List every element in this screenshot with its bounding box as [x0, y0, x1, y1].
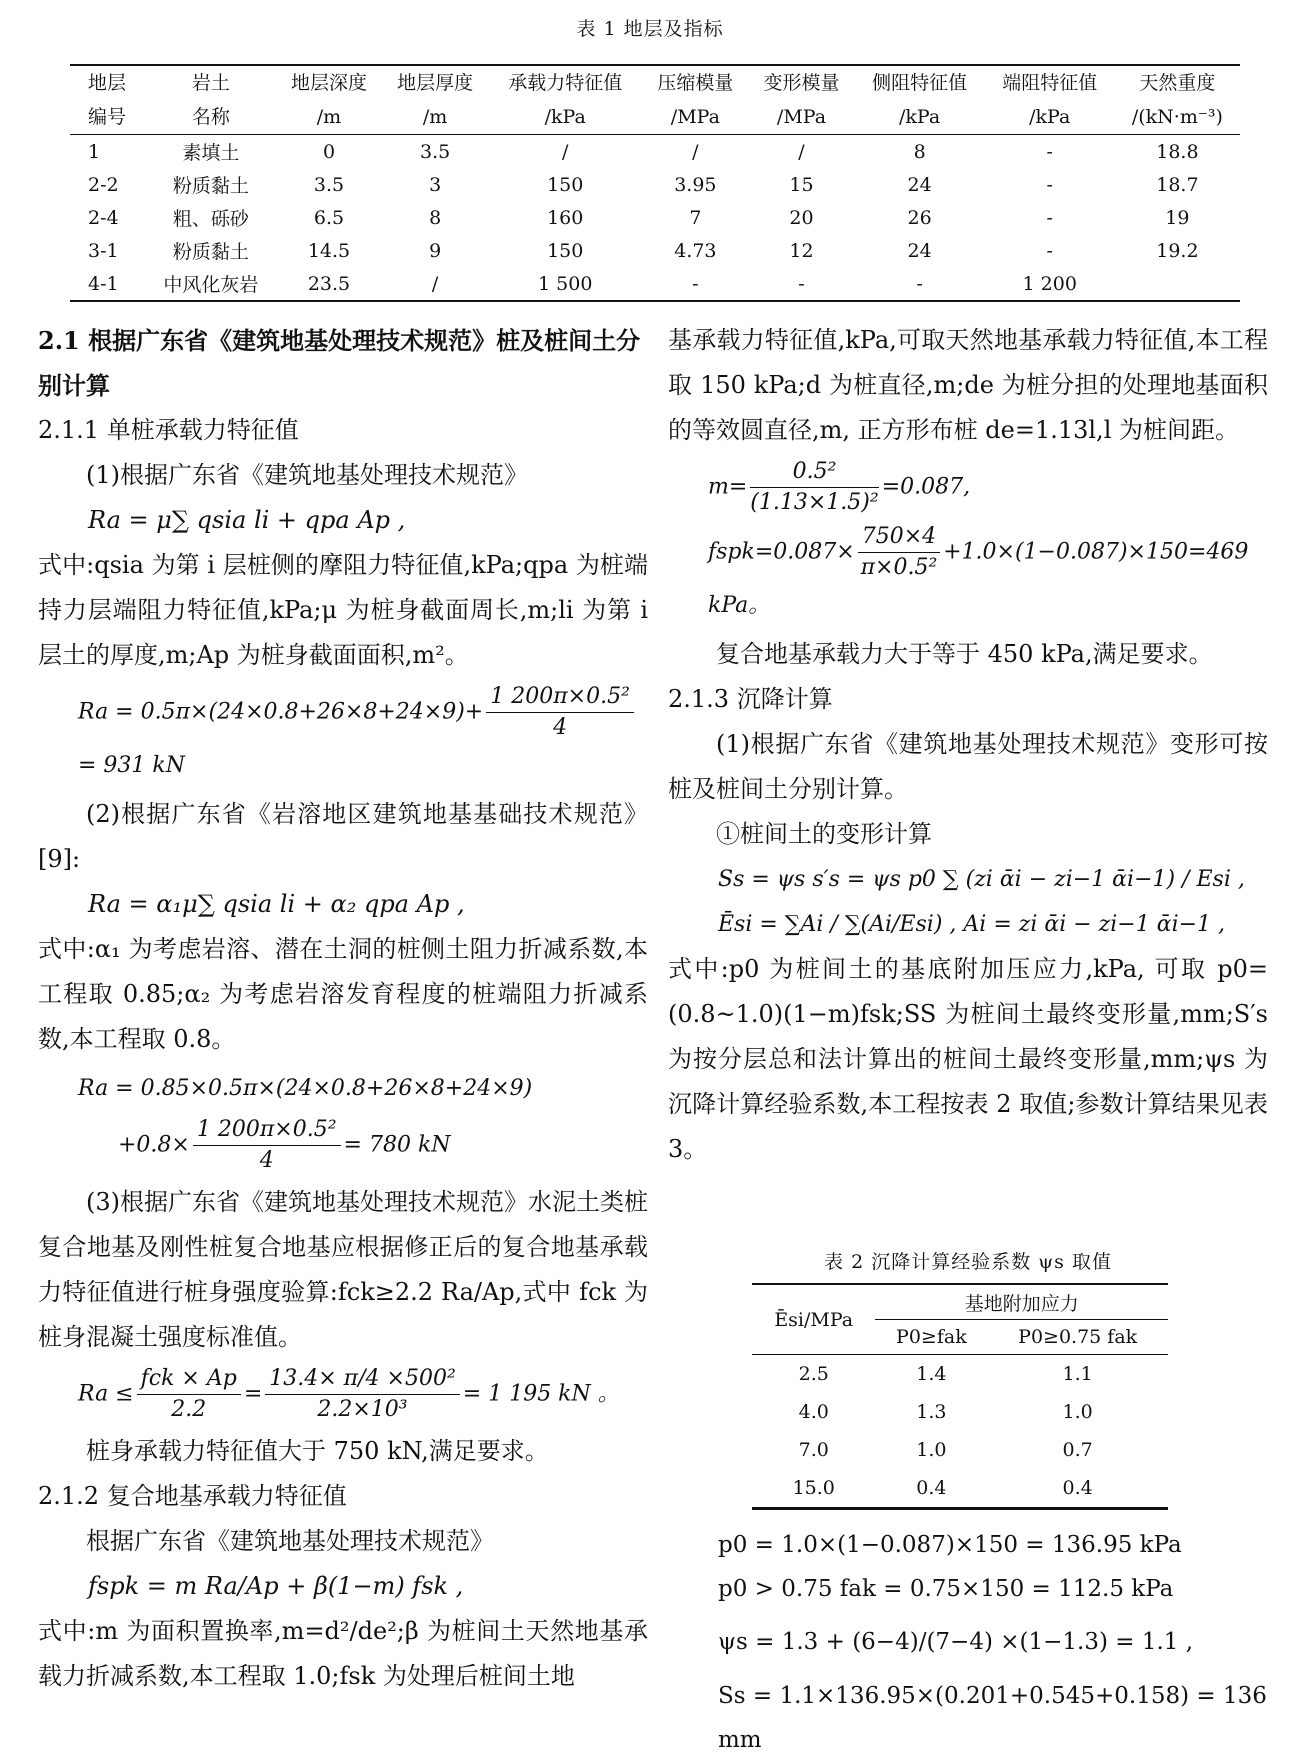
table-cell: 6.5 [313, 206, 345, 229]
column-header: /kPa [985, 100, 1115, 135]
column-header: 名称 [146, 100, 276, 135]
equation: fspk = m Ra/Ap + β(1−m) fsk , [88, 1572, 464, 1600]
table-cell: - [1046, 140, 1053, 163]
table-cell: / [562, 140, 569, 163]
fraction-denominator: 2.2 [171, 1397, 207, 1422]
table-cell: 0.4 [875, 1469, 987, 1509]
table-cell: 26 [907, 206, 932, 229]
table-cell: 8 [429, 206, 442, 229]
table-cell: 粉质黏土 [172, 175, 249, 197]
equation: Ra = α₁μ∑ qsia li + α₂ qpa Ap , [88, 890, 465, 918]
table-body [752, 1355, 1168, 1509]
column-header: /(kN·m⁻³) [1115, 100, 1240, 135]
column-header: 端阻特征值 [985, 65, 1115, 100]
table-cell: 1 500 [488, 267, 642, 301]
fraction-denominator: (1.13×1.5)² [750, 490, 879, 515]
paragraph: 根据广东省《建筑地基处理技术规范》 [86, 1527, 494, 1555]
equation: Ra ≤ $\frac{\text{fck × Ap}}{2.2}$ = $\frac{\text{13.4× π/4 ×500²}}{\text{2.2×10³}}$ = 1 195 kN 。 [38, 1364, 648, 1425]
fraction-numerator: 0.5² [750, 457, 878, 488]
table-cell: 3.5 [420, 140, 451, 163]
fraction [750, 457, 878, 518]
column-header: Ēsi/MPa [752, 1284, 875, 1355]
fraction-denominator: 4 [259, 1148, 274, 1173]
right-column [668, 318, 1268, 1172]
table-cell: 1.0 [1062, 1401, 1093, 1423]
equation [668, 457, 1268, 518]
paragraph: 式中:α₁ 为考虑岩溶、潜在土洞的桩侧土阻力折减系数,本工程取 0.85;α₂ 为考虑岩溶发育程度的桩端阻力折减系数,本工程取 0.8。 [38, 935, 648, 1053]
table2-caption: 表 2 沉降计算经验系数 ψs 取值 [824, 1251, 1112, 1273]
equation-part: fspk=0.087× [708, 539, 855, 565]
table-cell: 2.5 [798, 1363, 829, 1385]
column-header: 变形模量 [748, 65, 854, 100]
column-header: P0≥fak [875, 1320, 987, 1355]
table-cell: 15 [789, 173, 814, 196]
table-cell: 160 [547, 206, 584, 229]
equation-part: = 1 195 kN 。 [462, 1381, 620, 1407]
table-row [752, 1393, 1168, 1431]
fraction-denominator: 2.2×10³ [317, 1397, 408, 1422]
column-header: 地层厚度 [382, 65, 488, 100]
table-cell: 3.5 [313, 173, 345, 196]
table-cell: 1.4 [916, 1363, 947, 1385]
equation-part: = 931 kN [78, 753, 185, 778]
table-cell: 0.7 [1062, 1439, 1093, 1461]
fraction-numerator: fck × Ap [137, 1364, 241, 1395]
column-header: 基地附加应力 [875, 1284, 1168, 1320]
table-row [70, 201, 1240, 234]
table-cell: 7.0 [798, 1439, 829, 1461]
table-cell: 2-2 [88, 173, 119, 196]
table-header-row [752, 1284, 1168, 1320]
table-cell: 4.0 [798, 1401, 829, 1423]
paragraph: 桩身承载力特征值大于 750 kN,满足要求。 [86, 1437, 549, 1465]
column-header: 承载力特征值 [488, 65, 642, 100]
table-cell: 1.3 [916, 1401, 947, 1423]
table-cell: 24 [907, 173, 932, 196]
equation-part: +1.0×(1−0.087)×150=469 kPa。 [708, 539, 1249, 618]
equation-part: Ra ≤ [78, 1381, 134, 1407]
table-cell: - [642, 267, 748, 301]
table-cell: 4.73 [674, 239, 717, 262]
psi-table [752, 1283, 1168, 1510]
table-cell: 19.2 [1156, 239, 1199, 262]
fraction-denominator: 4 [553, 715, 568, 740]
table-cell: 1.1 [1062, 1363, 1093, 1385]
column-header: 编号 [70, 100, 146, 135]
table-header-row [70, 65, 1240, 100]
table-cell: 15.0 [752, 1469, 875, 1509]
column-header: /kPa [855, 100, 985, 135]
table-row [752, 1355, 1168, 1394]
table-row [70, 267, 1240, 301]
column-header: 岩土 [146, 65, 276, 100]
equation-part: +0.8× [118, 1132, 190, 1158]
table-cell: 粗、砾砂 [172, 208, 249, 230]
equation-part: m= [708, 474, 748, 500]
column-header: 地层 [70, 65, 146, 100]
table-cell: 150 [547, 239, 584, 262]
table-cell: - [748, 267, 854, 301]
paragraph: (1)根据广东省《建筑地基处理技术规范》 [86, 461, 528, 489]
table-cell: 14.5 [307, 239, 351, 262]
column-header: 压缩模量 [642, 65, 748, 100]
table-cell: - [1046, 206, 1053, 229]
table-cell: 1 200 [985, 267, 1115, 301]
table-cell: 8 [913, 140, 926, 163]
table-cell: 2-4 [88, 206, 119, 229]
equation [668, 522, 1268, 628]
subsection-heading: 2.1.1 单桩承载力特征值 [38, 416, 299, 444]
table-row [70, 168, 1240, 201]
table-cell: 23.5 [276, 267, 382, 301]
column-header: /m [276, 100, 382, 135]
column-header: /MPa [748, 100, 854, 135]
column-header: P0≥0.75 fak [987, 1320, 1168, 1355]
equation-part: = 780 kN [343, 1132, 451, 1158]
table-cell: 3.95 [674, 173, 717, 196]
equation [38, 682, 648, 788]
equation: Ss = 1.1×136.95×(0.201+0.545+0.158) = 136 mm [718, 1683, 1267, 1753]
table1-caption: 表 1 地层及指标 [576, 18, 724, 40]
fraction [486, 682, 634, 743]
fraction [265, 1364, 460, 1425]
subsection-heading: 2.1.2 复合地基承载力特征值 [38, 1482, 347, 1510]
table-cell: 3-1 [88, 239, 119, 262]
table-cell: 9 [429, 239, 442, 262]
table-cell: 7 [689, 206, 702, 229]
table-row [70, 234, 1240, 267]
equation: p0 > 0.75 fak = 0.75×150 = 112.5 kPa [718, 1576, 1174, 1602]
paragraph: 复合地基承载力大于等于 450 kPa,满足要求。 [716, 640, 1213, 668]
paragraph: (2)根据广东省《岩溶地区建筑地基基础技术规范》[9]: [38, 800, 648, 873]
fraction-numerator: 1 200π×0.5² [193, 1115, 341, 1146]
table-cell: 0.4 [987, 1469, 1168, 1509]
table-body [70, 135, 1240, 302]
subsection-heading: 2.1.3 沉降计算 [668, 685, 833, 713]
paragraph: 式中:m 为面积置换率,m=d²/de²;β 为桩间土天然地基承载力折减系数,本工程取 1.0;fsk 为处理后桩间土地 [38, 1617, 648, 1690]
table-cell: 18.7 [1156, 173, 1199, 196]
equation: ψs = 1.3 + (6−4)/(7−4) ×(1−1.3) = 1.1 , [718, 1629, 1194, 1655]
table-cell [1115, 267, 1240, 301]
table-cell: 18.8 [1156, 140, 1199, 163]
equation [38, 1115, 648, 1176]
equation [38, 1066, 648, 1111]
fraction-denominator: π×0.5² [860, 555, 938, 580]
equation-part: Ra = 0.85×0.5π×(24×0.8+26×8+24×9) [78, 1076, 533, 1101]
equation-part: Ra = 0.5π×(24×0.8+26×8+24×9)+ [78, 699, 484, 725]
left-column [38, 318, 648, 1699]
table-cell: - [1046, 239, 1053, 262]
paragraph: 式中:p0 为桩间土的基底附加压应力,kPa, 可取 p0=(0.8~1.0)(1−m)fsk;SS 为桩间土最终变形量,mm;S′s 为按分层总和法计算出的桩间土最终变形量,mm;ψs 为沉降计算经验系数,本工程按表 2 取值;参数计算结果见表 3。 [668, 955, 1268, 1163]
table-cell: 24 [907, 239, 932, 262]
section-heading: 2.1 根据广东省《建筑地基处理技术规范》桩及桩间土分别计算 [38, 326, 641, 400]
equation: Ra = μ∑ qsia li + qpa Ap , [88, 506, 406, 534]
table-cell: 20 [789, 206, 814, 229]
table-row [70, 135, 1240, 169]
table-cell: 1.0 [916, 1439, 947, 1461]
column-header: /MPa [642, 100, 748, 135]
table-cell: - [1046, 173, 1053, 196]
column-header: /m [382, 100, 488, 135]
paragraph: (1)根据广东省《建筑地基处理技术规范》变形可按桩及桩间土分别计算。 [668, 730, 1268, 803]
paragraph: 基承载力特征值,kPa,可取天然地基承载力特征值,本工程取 150 kPa;d 为桩直径,m;de 为桩分担的处理地基面积的等效圆直径,m, 正方形布桩 de=1.13l,l 为桩间距。 [668, 326, 1268, 444]
table-row [752, 1431, 1168, 1469]
table-row [752, 1469, 1168, 1509]
table-cell: / [382, 267, 488, 301]
fraction-numerator: 13.4× π/4 ×500² [265, 1364, 460, 1395]
table-cell: 12 [789, 239, 814, 262]
table-cell: 粉质黏土 [172, 241, 249, 263]
table-cell: 19 [1165, 206, 1190, 229]
table-cell: / [798, 140, 805, 163]
fraction-numerator: 1 200π×0.5² [486, 682, 634, 713]
column-header: 侧阻特征值 [855, 65, 985, 100]
fraction [137, 1364, 241, 1425]
paragraph: ①桩间土的变形计算 [716, 820, 932, 848]
table-cell: 中风化灰岩 [146, 267, 276, 301]
column-header: /kPa [488, 100, 642, 135]
table-cell: - [855, 267, 985, 301]
column-header: 地层深度 [276, 65, 382, 100]
equation-part: =0.087, [881, 474, 971, 500]
table-cell: 1 [88, 140, 101, 163]
table-cell: 素填土 [182, 142, 240, 164]
paragraph: (3)根据广东省《建筑地基处理技术规范》水泥土类桩复合地基及刚性桩复合地基应根据修正后的复合地基承载力特征值进行桩身强度验算:fck≥2.2 Ra/Ap,式中 fck 为桩身混凝土强度标准值。 [38, 1188, 648, 1351]
table-cell: 150 [547, 173, 584, 196]
fraction [858, 522, 940, 583]
table-cell: 4-1 [70, 267, 146, 301]
strata-table [70, 64, 1240, 302]
table-cell: 3 [429, 173, 442, 196]
equation: Ēsi = ∑Ai / ∑(Ai/Esi) , Ai = zi ᾱi − zi−1 ᾱi−1 , [718, 912, 1226, 937]
fraction-numerator: 750×4 [858, 522, 940, 553]
equation: Ss = ψs s′s = ψs p0 ∑ (zi ᾱi − zi−1 ᾱi−1) / Esi , [718, 867, 1245, 892]
table-header-row [70, 100, 1240, 135]
table-cell: / [692, 140, 699, 163]
paragraph: 式中:qsia 为第 i 层桩侧的摩阻力特征值,kPa;qpa 为桩端持力层端阻力特征值,kPa;μ 为桩身截面周长,m;li 为第 i 层土的厚度,m;Ap 为桩身截面面积,m²。 [38, 551, 648, 669]
fraction [193, 1115, 341, 1176]
column-header: 天然重度 [1115, 65, 1240, 100]
table-cell: 0 [322, 140, 336, 163]
equation: p0 = 1.0×(1−0.087)×150 = 136.95 kPa [718, 1532, 1182, 1558]
